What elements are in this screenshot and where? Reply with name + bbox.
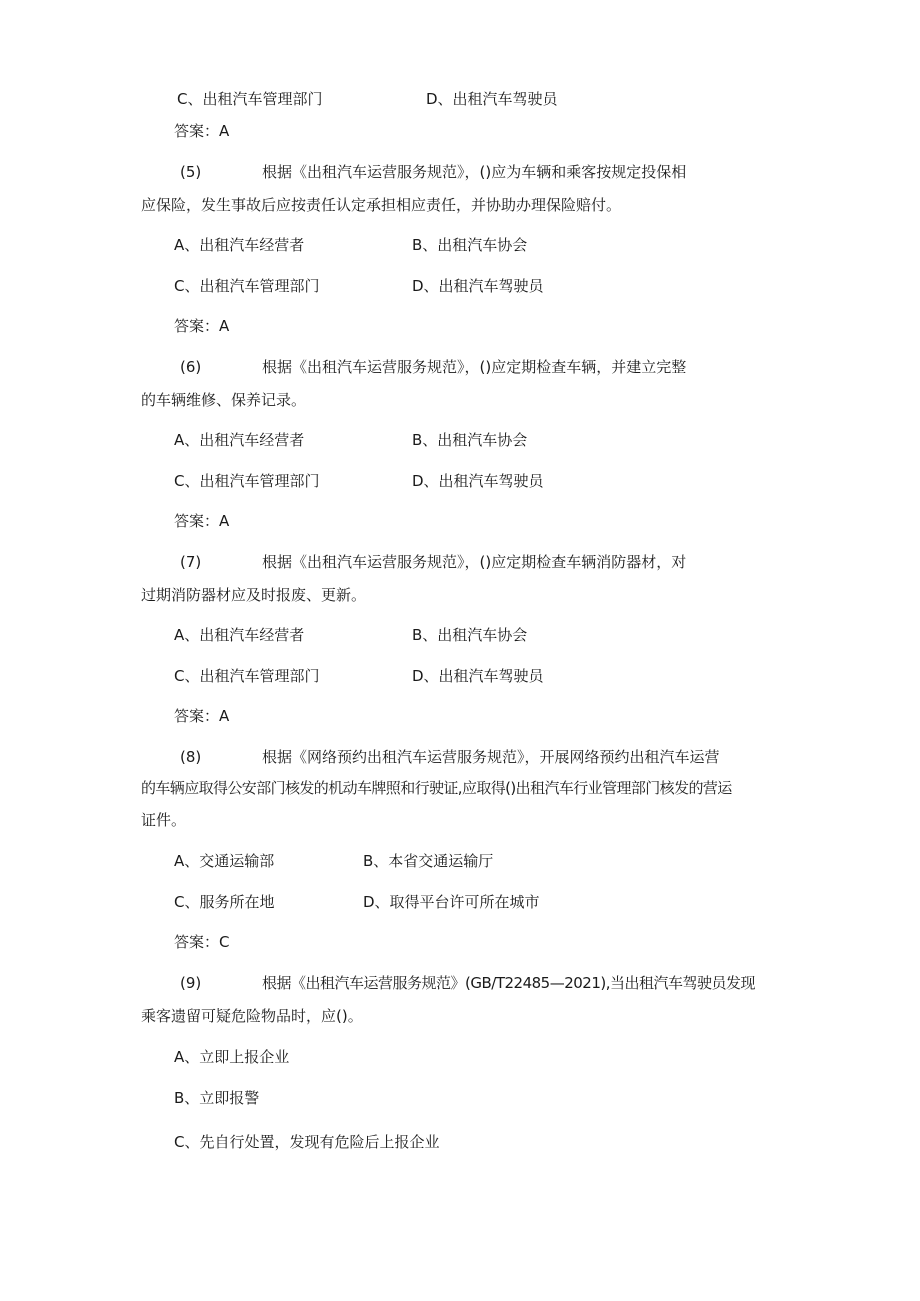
option-c: C、出租汽车管理部门 bbox=[177, 90, 323, 108]
question-stem-continued: 过期消防器材应及时报废、更新。 bbox=[141, 586, 367, 604]
option-b: B、出租汽车协会 bbox=[412, 626, 528, 644]
answer: 答案：A bbox=[174, 512, 230, 530]
option-c: C、服务所在地 bbox=[174, 893, 275, 911]
question-stem-continued: 乘客遗留可疑危险物品时，应()。 bbox=[141, 1007, 363, 1025]
option-d: D、出租汽车驾驶员 bbox=[412, 277, 544, 295]
option-b: B、本省交通运输厅 bbox=[363, 852, 494, 870]
question-stem: 根据《出租汽车运营服务规范》，()应定期检查车辆消防器材，对 bbox=[262, 553, 687, 571]
question-number: (6) bbox=[180, 358, 202, 376]
option-d: D、取得平台许可所在城市 bbox=[363, 893, 540, 911]
option-a: A、出租汽车经营者 bbox=[174, 236, 305, 254]
option-c: C、出租汽车管理部门 bbox=[174, 667, 320, 685]
question-number: (5) bbox=[180, 163, 202, 181]
option-d: D、出租汽车驾驶员 bbox=[426, 90, 558, 108]
option-b: B、出租汽车协会 bbox=[412, 431, 528, 449]
option-d: D、出租汽车驾驶员 bbox=[412, 667, 544, 685]
option-b: B、出租汽车协会 bbox=[412, 236, 528, 254]
option-a: A、交通运输部 bbox=[174, 852, 275, 870]
option-c: C、先自行处置，发现有危险后上报企业 bbox=[174, 1133, 440, 1151]
question-number: (8) bbox=[180, 748, 202, 766]
question-stem: 根据《出租汽车运营服务规范》(GB/T22485—2021),当出租汽车驾驶员发现 bbox=[262, 974, 755, 992]
option-c: C、出租汽车管理部门 bbox=[174, 277, 320, 295]
question-stem-continued: 的车辆维修、保养记录。 bbox=[141, 391, 307, 409]
question-stem: 根据《网络预约出租汽车运营服务规范》，开展网络预约出租汽车运营 bbox=[262, 748, 720, 766]
answer: 答案：A bbox=[174, 122, 230, 140]
option-b: B、立即报警 bbox=[174, 1089, 260, 1107]
answer: 答案：A bbox=[174, 317, 230, 335]
question-number: (7) bbox=[180, 553, 202, 571]
answer: 答案：A bbox=[174, 707, 230, 725]
option-a: A、出租汽车经营者 bbox=[174, 626, 305, 644]
option-a: A、立即上报企业 bbox=[174, 1048, 290, 1066]
question-stem-continued: 证件。 bbox=[141, 811, 187, 829]
answer: 答案：C bbox=[174, 933, 230, 951]
question-number: (9) bbox=[180, 974, 202, 992]
question-stem: 根据《出租汽车运营服务规范》，()应定期检查车辆，并建立完整 bbox=[262, 358, 687, 376]
question-stem-continued: 应保险，发生事故后应按责任认定承担相应责任，并协助办理保险赔付。 bbox=[141, 196, 622, 214]
option-d: D、出租汽车驾驶员 bbox=[412, 472, 544, 490]
question-stem: 根据《出租汽车运营服务规范》，()应为车辆和乘客按规定投保相 bbox=[262, 163, 687, 181]
option-c: C、出租汽车管理部门 bbox=[174, 472, 320, 490]
option-a: A、出租汽车经营者 bbox=[174, 431, 305, 449]
question-stem-continued: 的车辆应取得公安部门核发的机动车牌照和行驶证,应取得()出租汽车行业管理部门核发的营运 bbox=[141, 779, 732, 797]
